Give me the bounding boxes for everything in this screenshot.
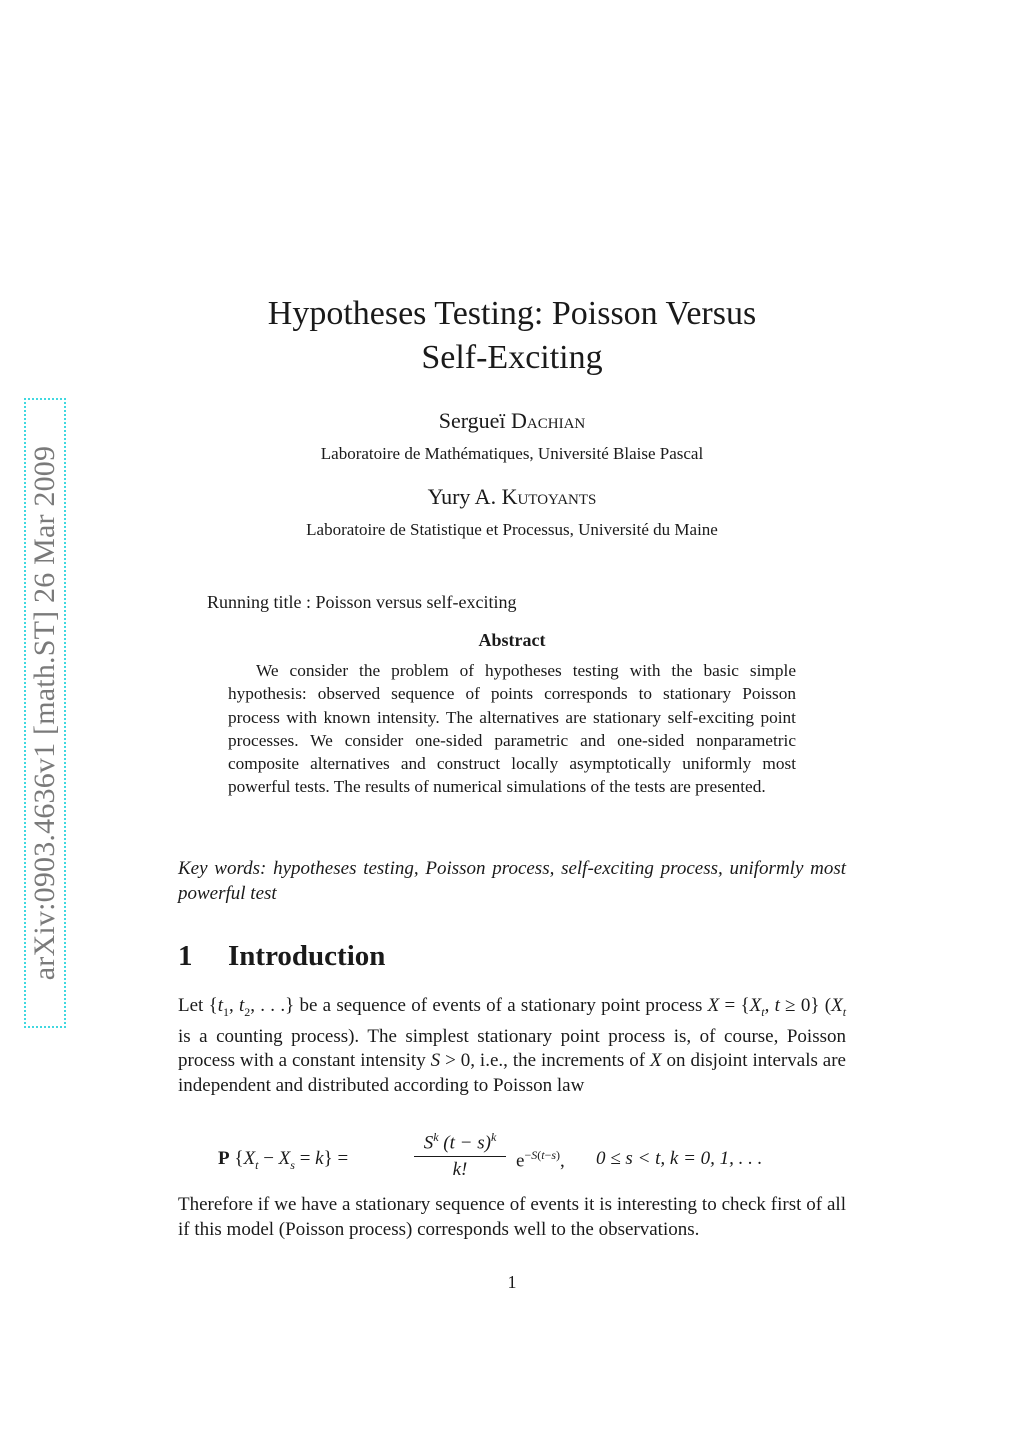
- arxiv-stamp-text: arXiv:0903.4636v1 [math.ST] 26 Mar 2009: [28, 445, 61, 981]
- author-1-first: Sergueï: [438, 408, 506, 433]
- author-2-affiliation: Laboratoire de Statistique et Processus, Université du Maine: [306, 520, 718, 539]
- author-2-first: Yury A.: [427, 484, 497, 509]
- running-title: Running title : Poisson versus self-exciting: [207, 592, 517, 612]
- keywords-label: Key words:: [178, 858, 267, 879]
- equation-fraction: $S^k$ $(t - s)^k$ k!: [414, 1130, 506, 1181]
- author-1-affiliation: Laboratoire de Mathématiques, Université Blaise Pascal: [320, 444, 704, 463]
- section-number: 1: [178, 940, 193, 972]
- section-heading: [178, 940, 385, 973]
- keywords: [178, 856, 846, 906]
- intro-text-e: on disjoint intervals are independent and distributed according to Poisson law: [178, 1050, 846, 1097]
- intro-paragraph: Let {$t_1$, $t_2$, . . .} be a sequence of events of a stationary point process $X = \{X_t$, t ≥ 0} ($X_t$ is a counting process). The simplest stationary point process is, of course, Poisson process with a constant intensity S > 0, i.e., the increments of X on disjoint intervals are independent and distributed according to Poisson law: [178, 995, 847, 1097]
- poisson-law-equation: [218, 1130, 838, 1186]
- intro-text-b: } be a sequence of events of a stationary point process: [285, 995, 708, 1016]
- paper-title: [200, 292, 824, 380]
- title-line-1: Hypotheses Testing: Poisson Versus: [267, 295, 757, 332]
- intro-text-d: , i.e., the increments of: [470, 1050, 651, 1072]
- author-1: [200, 408, 824, 434]
- author-2-last: Kutoyants: [501, 484, 597, 509]
- section-title: Introduction: [228, 940, 386, 972]
- equation-lhs: P $\{X_t - X_s = k\}$ =: [218, 1148, 349, 1172]
- title-line-2: Self-Exciting: [421, 339, 603, 376]
- closing-paragraph: Therefore if we have a stationary sequence of events it is interesting to check first of all if this model (Poisson process) corresponds well to the observations.: [178, 1194, 846, 1240]
- arxiv-stamp: [24, 398, 66, 1028]
- intro-text-c: is a counting process). The simplest stationary point process is, of course, Poisson process with a constant intensity: [178, 1025, 846, 1072]
- equation-exponential: $e^{-S(t-s)}$,: [516, 1148, 565, 1172]
- author-2: [200, 484, 824, 510]
- author-1-last: Dachian: [511, 408, 586, 433]
- abstract-body: We consider the problem of hypotheses testing with the basic simple hypothesis: observed sequence of points corresponds to stationary Poisson process with known intensity. The alternatives are stationary self-exciting point processes. We consider one-sided parametric and one-sided nonparametric composite alternatives and construct locally asymptotically uniformly most powerful tests. The results of numerical simulations of the tests are presented.: [228, 661, 796, 797]
- equation-conditions: 0 ≤ s < t, k = 0, 1, . . .: [596, 1148, 763, 1169]
- intro-text-a: Let {: [178, 995, 218, 1016]
- keywords-text: hypotheses testing, Poisson process, self-exciting process, uniformly most powerful test: [178, 858, 846, 904]
- abstract-heading: Abstract: [478, 630, 546, 650]
- page-number: 1: [507, 1272, 517, 1292]
